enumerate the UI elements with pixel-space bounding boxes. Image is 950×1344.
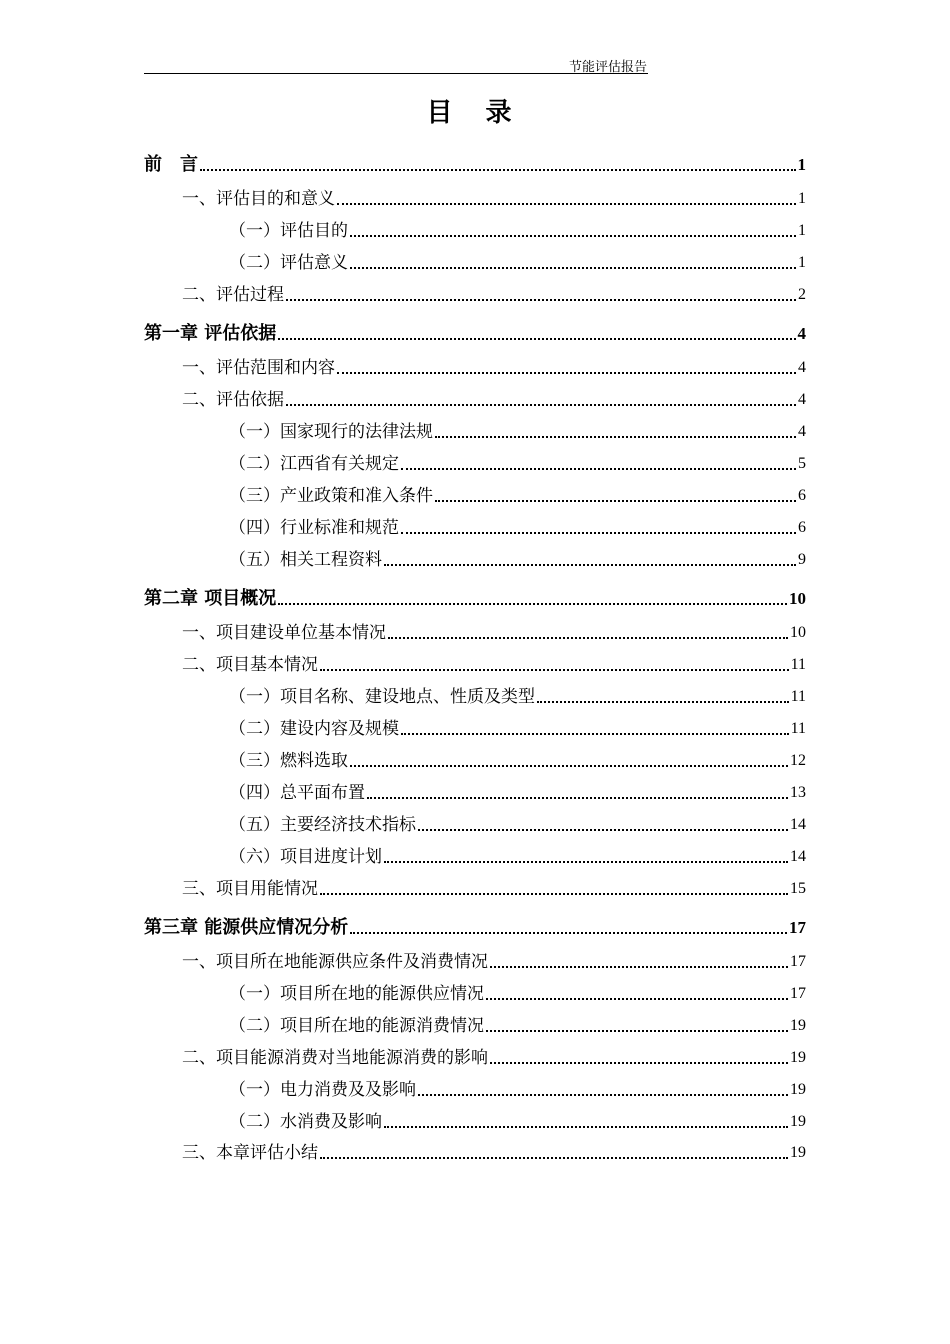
- toc-entry-page: 10: [789, 589, 806, 608]
- toc-entry[interactable]: [229, 250, 806, 274]
- toc-entry-page: 15: [790, 880, 806, 897]
- dot-leader: [401, 531, 796, 534]
- toc-entry-page: 19: [790, 1049, 806, 1066]
- dot-leader: [435, 499, 796, 502]
- toc-entry[interactable]: [229, 844, 806, 868]
- toc-entry-page: 1: [798, 190, 806, 207]
- dot-leader: [486, 1029, 788, 1032]
- toc-entry-page: 19: [790, 1113, 806, 1130]
- toc-entry-page: 2: [798, 286, 806, 303]
- toc-entry[interactable]: [229, 981, 806, 1005]
- toc-entry-page: 11: [790, 656, 806, 673]
- toc-entry-label: （二）建设内容及规模: [229, 719, 399, 739]
- dot-leader: [350, 266, 796, 269]
- dot-leader: [278, 602, 787, 605]
- toc-entry-page: 14: [790, 816, 806, 833]
- toc-entry-label: （六）项目进度计划: [229, 847, 382, 867]
- dot-leader: [320, 1156, 788, 1159]
- toc-entry-page: 6: [798, 487, 806, 504]
- dot-leader: [384, 860, 788, 863]
- toc-entry-page: 11: [790, 720, 806, 737]
- toc-entry-page: 17: [789, 918, 806, 937]
- toc-chapter-entry[interactable]: [144, 586, 806, 610]
- dot-leader: [350, 234, 796, 237]
- dot-leader: [388, 636, 788, 639]
- dot-leader: [367, 796, 788, 799]
- dot-leader: [320, 892, 788, 895]
- dot-leader: [401, 732, 789, 735]
- dot-leader: [435, 435, 796, 438]
- toc-entry-label: 第二章 项目概况: [144, 588, 277, 609]
- toc-entry-label: （二）评估意义: [229, 253, 348, 273]
- toc-entry[interactable]: [182, 652, 806, 676]
- toc-entry-label: （四）行业标准和规范: [229, 518, 399, 538]
- toc-entry-label: 一、项目建设单位基本情况: [182, 623, 386, 643]
- toc-entry-label: 第三章 能源供应情况分析: [144, 917, 349, 938]
- toc-entry-page: 1: [798, 254, 806, 271]
- toc-entry-label: 第一章 评估依据: [144, 323, 277, 344]
- toc-entry-page: 11: [790, 688, 806, 705]
- toc-entry-page: 1: [798, 222, 806, 239]
- toc-entry-label: （一）国家现行的法律法规: [229, 422, 433, 442]
- dot-leader: [350, 764, 788, 767]
- toc-entry-label: 前 言: [144, 154, 198, 175]
- dot-leader: [384, 563, 796, 566]
- toc-entry[interactable]: [229, 515, 806, 539]
- toc-entry-page: 4: [798, 359, 806, 376]
- toc-entry-page: 12: [790, 752, 806, 769]
- toc-entry-label: （五）主要经济技术指标: [229, 815, 416, 835]
- toc-entry[interactable]: [182, 620, 806, 644]
- toc-entry-page: 19: [790, 1017, 806, 1034]
- toc-entry-label: 一、评估目的和意义: [182, 189, 335, 209]
- toc-entry[interactable]: [182, 355, 806, 379]
- toc-entry-label: 一、项目所在地能源供应条件及消费情况: [182, 952, 488, 972]
- dot-leader: [490, 1061, 788, 1064]
- toc-entry[interactable]: [182, 876, 806, 900]
- toc-entry[interactable]: [229, 780, 806, 804]
- dot-leader: [486, 997, 788, 1000]
- toc-entry-page: 10: [790, 624, 806, 641]
- toc-entry[interactable]: [229, 684, 806, 708]
- toc-entry[interactable]: [182, 282, 806, 306]
- toc-chapter-entry[interactable]: [144, 321, 806, 345]
- dot-leader: [384, 1125, 788, 1128]
- toc-entry-page: 17: [790, 985, 806, 1002]
- toc-entry[interactable]: [182, 186, 806, 210]
- toc-entry[interactable]: [229, 1109, 806, 1133]
- toc-entry-label: （四）总平面布置: [229, 783, 365, 803]
- toc-entry-label: （一）项目所在地的能源供应情况: [229, 984, 484, 1004]
- toc-entry-page: 4: [798, 391, 806, 408]
- dot-leader: [200, 168, 796, 171]
- toc-entry-page: 6: [798, 519, 806, 536]
- toc-entry-page: 1: [797, 155, 806, 174]
- running-header: 节能评估报告: [568, 60, 647, 75]
- toc-entry-label: （一）电力消费及及影响: [229, 1080, 416, 1100]
- toc-entry[interactable]: [229, 812, 806, 836]
- toc-entry[interactable]: [229, 1077, 806, 1101]
- toc-entry-page: 19: [790, 1144, 806, 1161]
- dot-leader: [278, 337, 795, 340]
- toc-entry-label: 二、项目基本情况: [182, 655, 318, 675]
- toc-entry[interactable]: [182, 949, 806, 973]
- toc-entry-label: （二）江西省有关规定: [229, 454, 399, 474]
- toc-chapter-entry[interactable]: [144, 152, 806, 176]
- toc-entry-page: 14: [790, 848, 806, 865]
- toc-entry[interactable]: [182, 1045, 806, 1069]
- toc-entry-label: （一）评估目的: [229, 221, 348, 241]
- toc-entry-label: （三）产业政策和准入条件: [229, 486, 433, 506]
- toc-entry-label: 一、评估范围和内容: [182, 358, 335, 378]
- toc-entry-label: 二、评估依据: [182, 390, 284, 410]
- dot-leader: [286, 298, 796, 301]
- page-title: 目 录: [426, 98, 524, 128]
- dot-leader: [418, 828, 788, 831]
- toc-entry-label: （三）燃料选取: [229, 751, 348, 771]
- dot-leader: [286, 403, 796, 406]
- toc-entry-label: （二）项目所在地的能源消费情况: [229, 1016, 484, 1036]
- toc-entry[interactable]: [229, 1013, 806, 1037]
- toc-entry-label: 三、本章评估小结: [182, 1143, 318, 1163]
- toc-entry-page: 13: [790, 784, 806, 801]
- dot-leader: [401, 467, 796, 470]
- dot-leader: [350, 931, 787, 934]
- toc-entry-page: 17: [790, 953, 806, 970]
- toc-entry-page: 9: [798, 551, 806, 568]
- toc-entry-label: （一）项目名称、建设地点、性质及类型: [229, 687, 535, 707]
- dot-leader: [320, 668, 789, 671]
- toc-entry[interactable]: [229, 483, 806, 507]
- toc-entry-label: 二、项目能源消费对当地能源消费的影响: [182, 1048, 488, 1068]
- toc-entry[interactable]: [182, 1140, 806, 1164]
- dot-leader: [490, 965, 788, 968]
- toc-entry-page: 19: [790, 1081, 806, 1098]
- toc-entry-page: 5: [798, 455, 806, 472]
- dot-leader: [537, 700, 789, 703]
- toc-entry-label: （五）相关工程资料: [229, 550, 382, 570]
- toc-entry[interactable]: [229, 547, 806, 571]
- toc-entry-label: （二）水消费及影响: [229, 1112, 382, 1132]
- toc-entry[interactable]: [229, 218, 806, 242]
- dot-leader: [337, 202, 796, 205]
- toc-entry[interactable]: [229, 451, 806, 475]
- toc-chapter-entry[interactable]: [144, 915, 806, 939]
- toc-entry-page: 4: [798, 423, 806, 440]
- toc-entry-page: 4: [797, 324, 806, 343]
- toc-entry-label: 二、评估过程: [182, 285, 284, 305]
- toc-entry[interactable]: [182, 387, 806, 411]
- dot-leader: [337, 371, 796, 374]
- dot-leader: [418, 1093, 788, 1096]
- toc-entry[interactable]: [229, 716, 806, 740]
- toc-entry[interactable]: [229, 748, 806, 772]
- toc-entry[interactable]: [229, 419, 806, 443]
- toc-entry-label: 三、项目用能情况: [182, 879, 318, 899]
